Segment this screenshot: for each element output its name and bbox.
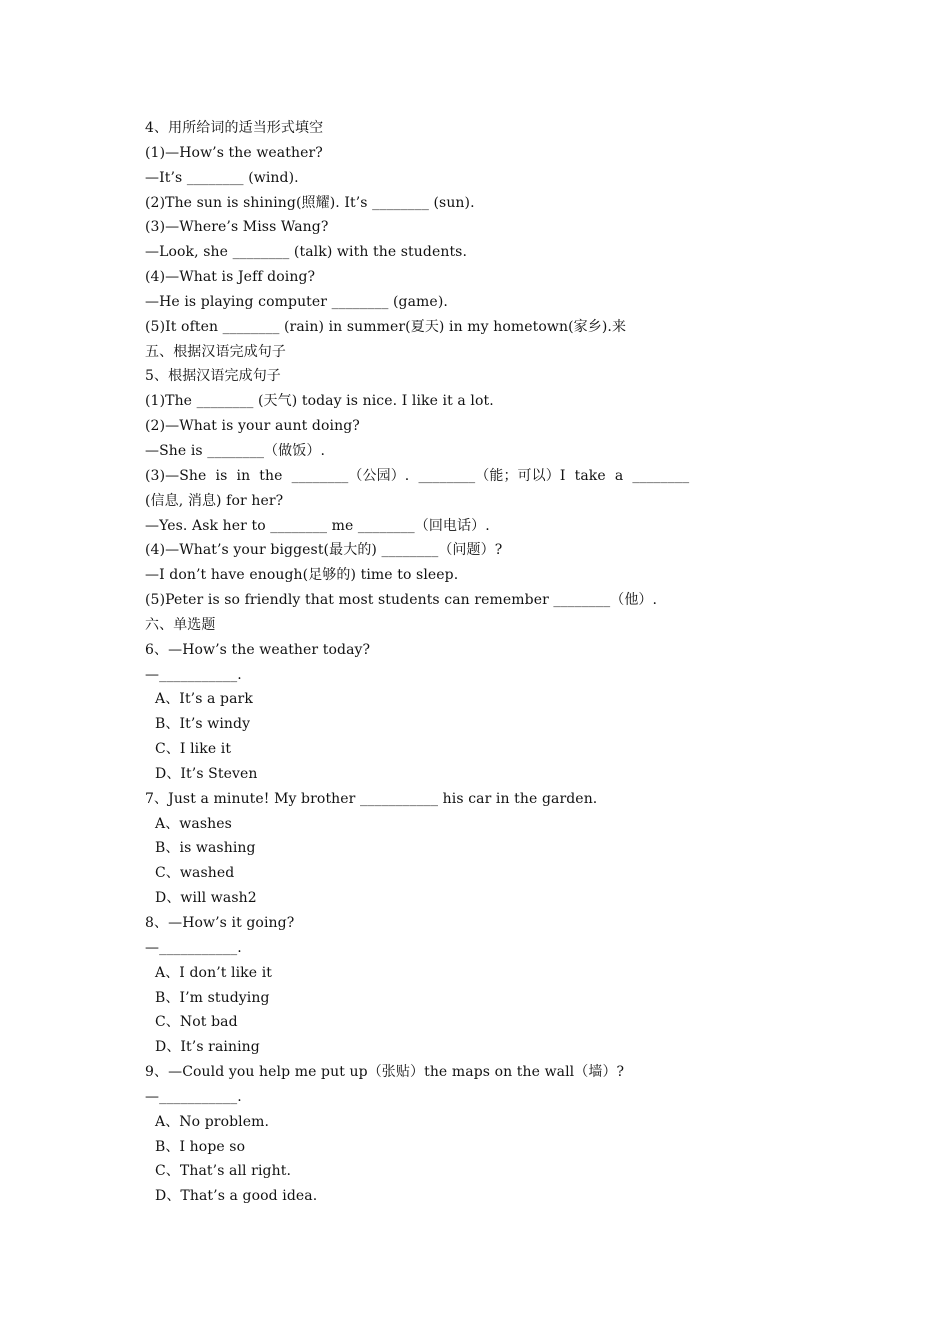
question-6-stem: 6、—How’s the weather today? xyxy=(145,641,371,658)
q5-item-2-question: (2)—What is your aunt doing? xyxy=(145,418,360,435)
q5-item-4-answer: —I don’t have enough(足够的) time to sleep. xyxy=(145,567,459,584)
question-7-option-d: D、will wash2 xyxy=(155,890,257,907)
question-6-option-d: D、It’s Steven xyxy=(155,765,258,782)
q4-item-3-answer: —Look, she ________ (talk) with the students. xyxy=(145,244,468,261)
question-8-stem: 8、—How’s it going? xyxy=(145,915,295,931)
question-7-option-c: C、washed xyxy=(155,865,235,882)
q4-item-4-answer: —He is playing computer ________ (game). xyxy=(145,293,448,310)
q5-item-3-question: (3)—She is in the ________（公园）. ________（能；可以）I take a ________ xyxy=(145,467,690,484)
q5-item-3-answer: —Yes. Ask her to ________ me ________（回电话）. xyxy=(145,517,490,534)
q4-item-4-question: (4)—What is Jeff doing? xyxy=(145,269,316,286)
q4-item-2: (2)The sun is shining(照耀). It’s ________ (sun). xyxy=(145,194,475,211)
question-9-option-a: A、No problem. xyxy=(155,1113,270,1130)
q5-item-4-question: (4)—What’s your biggest(最大的) ________（问题）? xyxy=(145,542,503,559)
question-8-option-a: A、I don’t like it xyxy=(155,964,273,981)
document-page xyxy=(145,116,825,1209)
question-6-option-a: A、It’s a park xyxy=(155,691,253,708)
question-9-stem: 9、—Could you help me put up（张贴）the maps on the wall（墙）? xyxy=(145,1064,625,1081)
q4-item-1-answer: —It’s ________ (wind). xyxy=(145,169,299,186)
question-9-option-b: B、I hope so xyxy=(155,1138,246,1155)
q5-item-2-answer: —She is ________（做饭）. xyxy=(145,442,326,459)
q4-item-3-question: (3)—Where’s Miss Wang? xyxy=(145,219,329,236)
question-8-option-c: C、Not bad xyxy=(155,1014,238,1031)
question-9-option-c: C、That’s all right. xyxy=(155,1163,292,1180)
question-8-option-b: B、I’m studying xyxy=(155,989,270,1006)
q5-item-3-continuation: (信息, 消息) for her? xyxy=(145,492,284,509)
question-4-heading: 4、用所给词的适当形式填空 xyxy=(145,120,324,136)
q4-item-5: (5)It often ________ (rain) in summer(夏天) in my hometown(家乡).来 xyxy=(145,318,627,335)
q4-item-1-question: (1)—How’s the weather? xyxy=(145,144,323,161)
question-6-blank: —___________. xyxy=(145,666,242,683)
section-6-heading: 六、单选题 xyxy=(145,616,216,633)
question-9-blank: —___________. xyxy=(145,1088,242,1105)
question-5-heading: 5、根据汉语完成句子 xyxy=(145,368,281,385)
question-7-option-b: B、is washing xyxy=(155,840,256,857)
question-7-stem: 7、Just a minute! My brother ___________ his car in the garden. xyxy=(145,790,598,807)
question-8-blank: —___________. xyxy=(145,939,242,956)
question-6-option-b: B、It’s windy xyxy=(155,716,251,733)
section-5-heading: 五、根据汉语完成句子 xyxy=(145,343,286,360)
q5-item-5: (5)Peter is so friendly that most students can remember ________（他）. xyxy=(145,592,658,609)
question-7-option-a: A、washes xyxy=(155,815,232,832)
question-9-option-d: D、That’s a good idea. xyxy=(155,1188,318,1205)
question-8-option-d: D、It’s raining xyxy=(155,1039,260,1056)
question-6-option-c: C、I like it xyxy=(155,741,232,758)
q5-item-1: (1)The ________ (天气) today is nice. I like it a lot. xyxy=(145,393,494,410)
